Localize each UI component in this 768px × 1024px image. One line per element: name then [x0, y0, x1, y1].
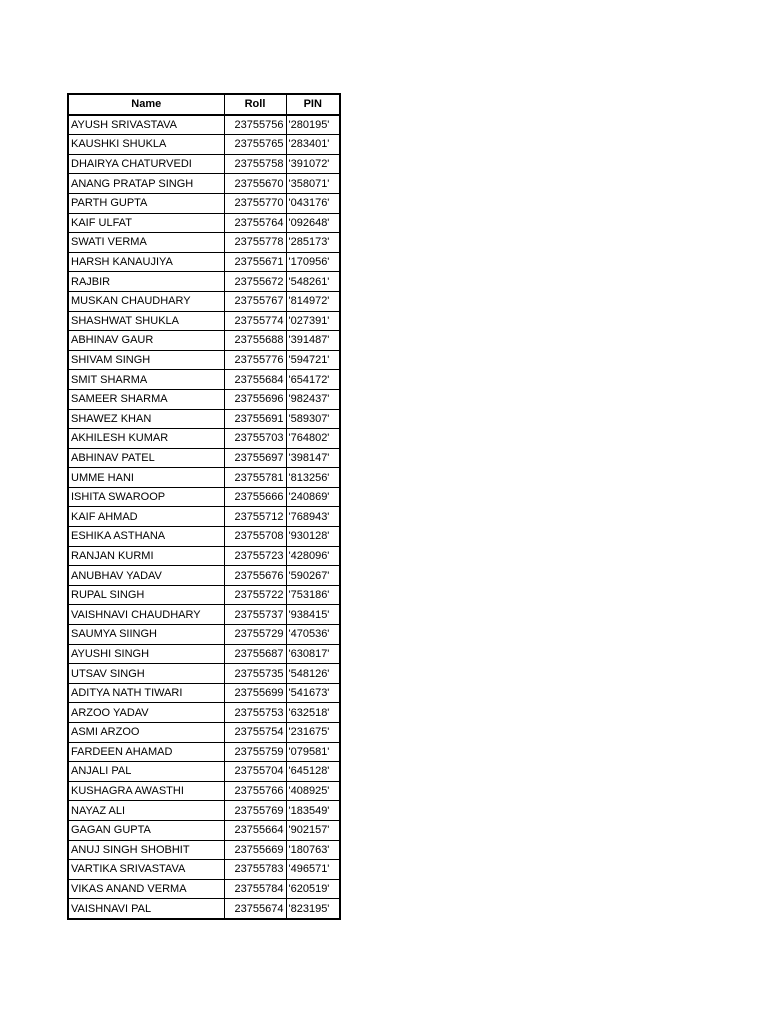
pin-cell: '654172'	[286, 370, 340, 390]
name-cell: KAIF ULFAT	[68, 213, 224, 233]
pin-cell: '280195'	[286, 115, 340, 135]
name-cell: ABHINAV GAUR	[68, 331, 224, 351]
roll-cell: 23755778	[224, 233, 286, 253]
pin-cell: '428096'	[286, 546, 340, 566]
table-row	[68, 233, 340, 253]
student-table	[67, 93, 341, 920]
roll-cell: 23755756	[224, 115, 286, 135]
table-row	[68, 389, 340, 409]
pin-cell: '398147'	[286, 448, 340, 468]
roll-cell: 23755722	[224, 585, 286, 605]
name-cell: ABHINAV PATEL	[68, 448, 224, 468]
table-row	[68, 429, 340, 449]
pin-cell: '594721'	[286, 350, 340, 370]
table-row	[68, 899, 340, 919]
pin-cell: '180763'	[286, 840, 340, 860]
table-row	[68, 527, 340, 547]
pin-cell: '391072'	[286, 154, 340, 174]
table-row	[68, 350, 340, 370]
name-cell: AYUSHI SINGH	[68, 644, 224, 664]
pin-cell: '645128'	[286, 762, 340, 782]
roll-cell: 23755723	[224, 546, 286, 566]
name-cell: SWATI VERMA	[68, 233, 224, 253]
pin-cell: '231675'	[286, 723, 340, 743]
name-cell: VIKAS ANAND VERMA	[68, 879, 224, 899]
name-cell: UMME HANI	[68, 468, 224, 488]
roll-cell: 23755767	[224, 291, 286, 311]
pin-cell: '240869'	[286, 487, 340, 507]
name-cell: SAMEER SHARMA	[68, 389, 224, 409]
table-row	[68, 781, 340, 801]
name-cell: ESHIKA ASTHANA	[68, 527, 224, 547]
name-cell: ADITYA NATH TIWARI	[68, 683, 224, 703]
roll-cell: 23755783	[224, 860, 286, 880]
column-header-roll: Roll	[224, 94, 286, 115]
header-row	[68, 94, 340, 115]
pin-cell: '092648'	[286, 213, 340, 233]
roll-cell: 23755684	[224, 370, 286, 390]
table-row	[68, 703, 340, 723]
pin-cell: '764802'	[286, 429, 340, 449]
name-cell: SHIVAM SINGH	[68, 350, 224, 370]
name-cell: AKHILESH KUMAR	[68, 429, 224, 449]
table-row	[68, 448, 340, 468]
pin-cell: '768943'	[286, 507, 340, 527]
name-cell: KAIF AHMAD	[68, 507, 224, 527]
name-cell: VAISHNAVI PAL	[68, 899, 224, 919]
roll-cell: 23755699	[224, 683, 286, 703]
table-row	[68, 468, 340, 488]
roll-cell: 23755753	[224, 703, 286, 723]
roll-cell: 23755676	[224, 566, 286, 586]
name-cell: ANJALI PAL	[68, 762, 224, 782]
pin-cell: '753186'	[286, 585, 340, 605]
table-row	[68, 331, 340, 351]
table-row	[68, 585, 340, 605]
roll-cell: 23755674	[224, 899, 286, 919]
roll-cell: 23755735	[224, 664, 286, 684]
roll-cell: 23755696	[224, 389, 286, 409]
pin-cell: '902157'	[286, 820, 340, 840]
pin-cell: '027391'	[286, 311, 340, 331]
table-row	[68, 174, 340, 194]
name-cell: UTSAV SINGH	[68, 664, 224, 684]
roll-cell: 23755712	[224, 507, 286, 527]
name-cell: ANANG PRATAP SINGH	[68, 174, 224, 194]
name-cell: VAISHNAVI CHAUDHARY	[68, 605, 224, 625]
table-row	[68, 546, 340, 566]
pin-cell: '982437'	[286, 389, 340, 409]
name-cell: FARDEEN AHAMAD	[68, 742, 224, 762]
table-row	[68, 291, 340, 311]
roll-cell: 23755765	[224, 135, 286, 155]
table-row	[68, 605, 340, 625]
name-cell: RANJAN KURMI	[68, 546, 224, 566]
table-row	[68, 252, 340, 272]
roll-cell: 23755754	[224, 723, 286, 743]
pin-cell: '632518'	[286, 703, 340, 723]
roll-cell: 23755776	[224, 350, 286, 370]
pin-cell: '823195'	[286, 899, 340, 919]
roll-cell: 23755691	[224, 409, 286, 429]
pin-cell: '283401'	[286, 135, 340, 155]
pin-cell: '183549'	[286, 801, 340, 821]
column-header-pin: PIN	[286, 94, 340, 115]
name-cell: SAUMYA SIINGH	[68, 625, 224, 645]
roll-cell: 23755708	[224, 527, 286, 547]
name-cell: SMIT SHARMA	[68, 370, 224, 390]
roll-cell: 23755687	[224, 644, 286, 664]
name-cell: ANUBHAV YADAV	[68, 566, 224, 586]
pin-cell: '496571'	[286, 860, 340, 880]
name-cell: MUSKAN CHAUDHARY	[68, 291, 224, 311]
roll-cell: 23755670	[224, 174, 286, 194]
name-cell: NAYAZ ALI	[68, 801, 224, 821]
name-cell: ANUJ SINGH SHOBHIT	[68, 840, 224, 860]
pin-cell: '285173'	[286, 233, 340, 253]
roll-cell: 23755758	[224, 154, 286, 174]
name-cell: RUPAL SINGH	[68, 585, 224, 605]
table-row	[68, 664, 340, 684]
name-cell: GAGAN GUPTA	[68, 820, 224, 840]
pin-cell: '358071'	[286, 174, 340, 194]
pin-cell: '079581'	[286, 742, 340, 762]
table-row	[68, 860, 340, 880]
table-row	[68, 644, 340, 664]
pin-cell: '170956'	[286, 252, 340, 272]
table-row	[68, 762, 340, 782]
name-cell: PARTH GUPTA	[68, 193, 224, 213]
roll-cell: 23755770	[224, 193, 286, 213]
roll-cell: 23755774	[224, 311, 286, 331]
table-row	[68, 135, 340, 155]
roll-cell: 23755697	[224, 448, 286, 468]
name-cell: AYUSH SRIVASTAVA	[68, 115, 224, 135]
roll-cell: 23755666	[224, 487, 286, 507]
table-row	[68, 487, 340, 507]
table-body	[68, 115, 340, 919]
name-cell: RAJBIR	[68, 272, 224, 292]
table-row	[68, 213, 340, 233]
column-header-name: Name	[68, 94, 224, 115]
name-cell: SHAWEZ KHAN	[68, 409, 224, 429]
pin-cell: '938415'	[286, 605, 340, 625]
roll-cell: 23755784	[224, 879, 286, 899]
roll-cell: 23755672	[224, 272, 286, 292]
pin-cell: '548126'	[286, 664, 340, 684]
table-row	[68, 820, 340, 840]
roll-cell: 23755764	[224, 213, 286, 233]
roll-cell: 23755759	[224, 742, 286, 762]
name-cell: VARTIKA SRIVASTAVA	[68, 860, 224, 880]
table-row	[68, 723, 340, 743]
pin-cell: '043176'	[286, 193, 340, 213]
roll-cell: 23755737	[224, 605, 286, 625]
roll-cell: 23755769	[224, 801, 286, 821]
roll-cell: 23755688	[224, 331, 286, 351]
pin-cell: '813256'	[286, 468, 340, 488]
table-row	[68, 311, 340, 331]
name-cell: HARSH KANAUJIYA	[68, 252, 224, 272]
pin-cell: '590267'	[286, 566, 340, 586]
table-row	[68, 370, 340, 390]
table-row	[68, 272, 340, 292]
pin-cell: '548261'	[286, 272, 340, 292]
table-row	[68, 409, 340, 429]
name-cell: KAUSHKI SHUKLA	[68, 135, 224, 155]
pin-cell: '589307'	[286, 409, 340, 429]
table-row	[68, 566, 340, 586]
table-row	[68, 683, 340, 703]
roll-cell: 23755671	[224, 252, 286, 272]
pin-cell: '630817'	[286, 644, 340, 664]
pin-cell: '814972'	[286, 291, 340, 311]
table-row	[68, 742, 340, 762]
name-cell: KUSHAGRA AWASTHI	[68, 781, 224, 801]
pin-cell: '541673'	[286, 683, 340, 703]
table-row	[68, 879, 340, 899]
roll-cell: 23755766	[224, 781, 286, 801]
name-cell: ISHITA SWAROOP	[68, 487, 224, 507]
table-row	[68, 801, 340, 821]
pin-cell: '408925'	[286, 781, 340, 801]
pin-cell: '470536'	[286, 625, 340, 645]
pin-cell: '930128'	[286, 527, 340, 547]
table-row	[68, 154, 340, 174]
name-cell: SHASHWAT SHUKLA	[68, 311, 224, 331]
roll-cell: 23755664	[224, 820, 286, 840]
name-cell: DHAIRYA CHATURVEDI	[68, 154, 224, 174]
table-row	[68, 115, 340, 135]
table-row	[68, 507, 340, 527]
table-row	[68, 625, 340, 645]
name-cell: ASMI ARZOO	[68, 723, 224, 743]
name-cell: ARZOO YADAV	[68, 703, 224, 723]
roll-cell: 23755729	[224, 625, 286, 645]
table-row	[68, 840, 340, 860]
table-row	[68, 193, 340, 213]
roll-cell: 23755703	[224, 429, 286, 449]
roll-cell: 23755704	[224, 762, 286, 782]
pin-cell: '620519'	[286, 879, 340, 899]
pin-cell: '391487'	[286, 331, 340, 351]
roll-cell: 23755781	[224, 468, 286, 488]
roll-cell: 23755669	[224, 840, 286, 860]
